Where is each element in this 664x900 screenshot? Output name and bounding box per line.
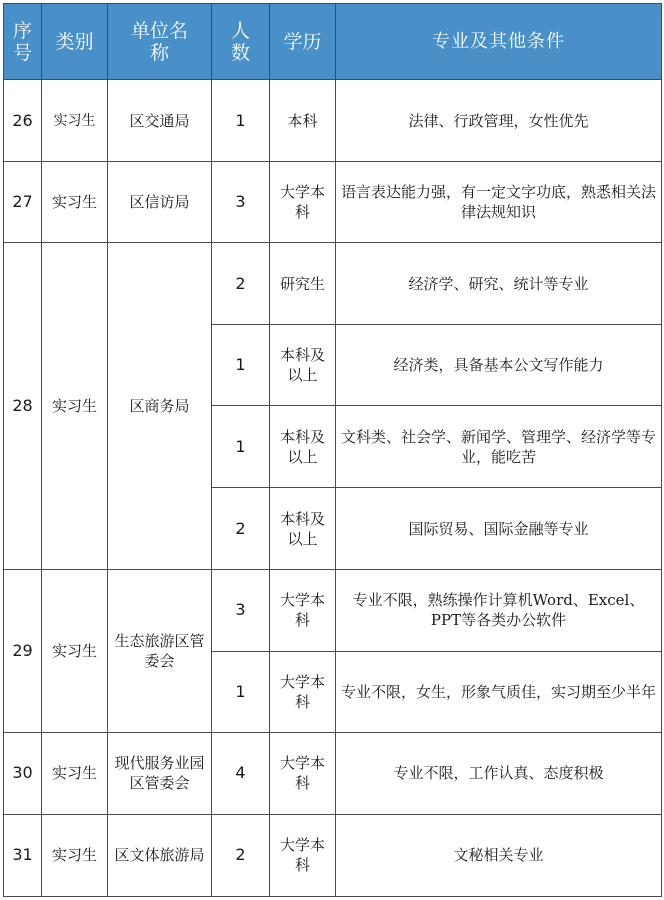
- count-cell: 3: [212, 569, 270, 651]
- requirements-cell: 国际贸易、国际金融等专业: [336, 488, 662, 569]
- requirements-cell: 专业不限，工作认真、态度积极: [336, 732, 662, 814]
- education-cell: 大学本科: [270, 814, 336, 896]
- table-row: [4, 162, 662, 243]
- count-cell: 3: [212, 162, 270, 243]
- header-row: [4, 4, 662, 80]
- seq-cell: 27: [4, 162, 42, 243]
- category-cell: 实习生: [42, 732, 108, 814]
- table-row: [4, 243, 662, 325]
- unit-cell: 区信访局: [108, 162, 212, 243]
- header-category: 类别: [42, 4, 108, 80]
- education-cell: 大学本科: [270, 732, 336, 814]
- table-row: [4, 80, 662, 162]
- unit-cell: 生态旅游区管委会: [108, 569, 212, 732]
- requirements-cell: 文秘相关专业: [336, 814, 662, 896]
- education-cell: 大学本科: [270, 162, 336, 243]
- education-cell: 本科及以上: [270, 406, 336, 488]
- count-cell: 1: [212, 406, 270, 488]
- header-requirements: 专业及其他条件: [336, 4, 662, 80]
- seq-cell: 29: [4, 569, 42, 732]
- unit-cell: 区交通局: [108, 80, 212, 162]
- recruitment-table: [3, 3, 662, 897]
- header-unit: 单位名 称: [108, 4, 212, 80]
- requirements-cell: 经济学、研究、统计等专业: [336, 243, 662, 325]
- category-cell: 实习生: [42, 814, 108, 896]
- header-seq: 序 号: [4, 4, 42, 80]
- category-cell: 实习生: [42, 162, 108, 243]
- count-cell: 2: [212, 814, 270, 896]
- unit-cell: 现代服务业园区管委会: [108, 732, 212, 814]
- count-cell: 1: [212, 80, 270, 162]
- table-row: [4, 732, 662, 814]
- education-cell: 大学本科: [270, 569, 336, 651]
- unit-cell: 区商务局: [108, 243, 212, 569]
- table-row: [4, 569, 662, 651]
- education-cell: 本科及以上: [270, 325, 336, 406]
- category-cell: 实习生: [42, 80, 108, 162]
- header-education: 学历: [270, 4, 336, 80]
- category-cell: 实习生: [42, 243, 108, 569]
- count-cell: 1: [212, 651, 270, 732]
- count-cell: 1: [212, 325, 270, 406]
- seq-cell: 31: [4, 814, 42, 896]
- requirements-cell: 经济类，具备基本公文写作能力: [336, 325, 662, 406]
- unit-cell: 区文体旅游局: [108, 814, 212, 896]
- count-cell: 4: [212, 732, 270, 814]
- table-row: [4, 814, 662, 896]
- education-cell: 大学本科: [270, 651, 336, 732]
- count-cell: 2: [212, 488, 270, 569]
- header-count: 人 数: [212, 4, 270, 80]
- count-cell: 2: [212, 243, 270, 325]
- requirements-cell: 语言表达能力强，有一定文字功底，熟悉相关法律法规知识: [336, 162, 662, 243]
- requirements-cell: 专业不限，熟练操作计算机Word、Excel、PPT等各类办公软件: [336, 569, 662, 651]
- requirements-cell: 文科类、社会学、新闻学、管理学、经济学等专业，能吃苦: [336, 406, 662, 488]
- education-cell: 本科: [270, 80, 336, 162]
- education-cell: 研究生: [270, 243, 336, 325]
- category-cell: 实习生: [42, 569, 108, 732]
- seq-cell: 30: [4, 732, 42, 814]
- requirements-cell: 法律、行政管理，女性优先: [336, 80, 662, 162]
- education-cell: 本科及以上: [270, 488, 336, 569]
- seq-cell: 26: [4, 80, 42, 162]
- requirements-cell: 专业不限，女生，形象气质佳，实习期至少半年: [336, 651, 662, 732]
- seq-cell: 28: [4, 243, 42, 569]
